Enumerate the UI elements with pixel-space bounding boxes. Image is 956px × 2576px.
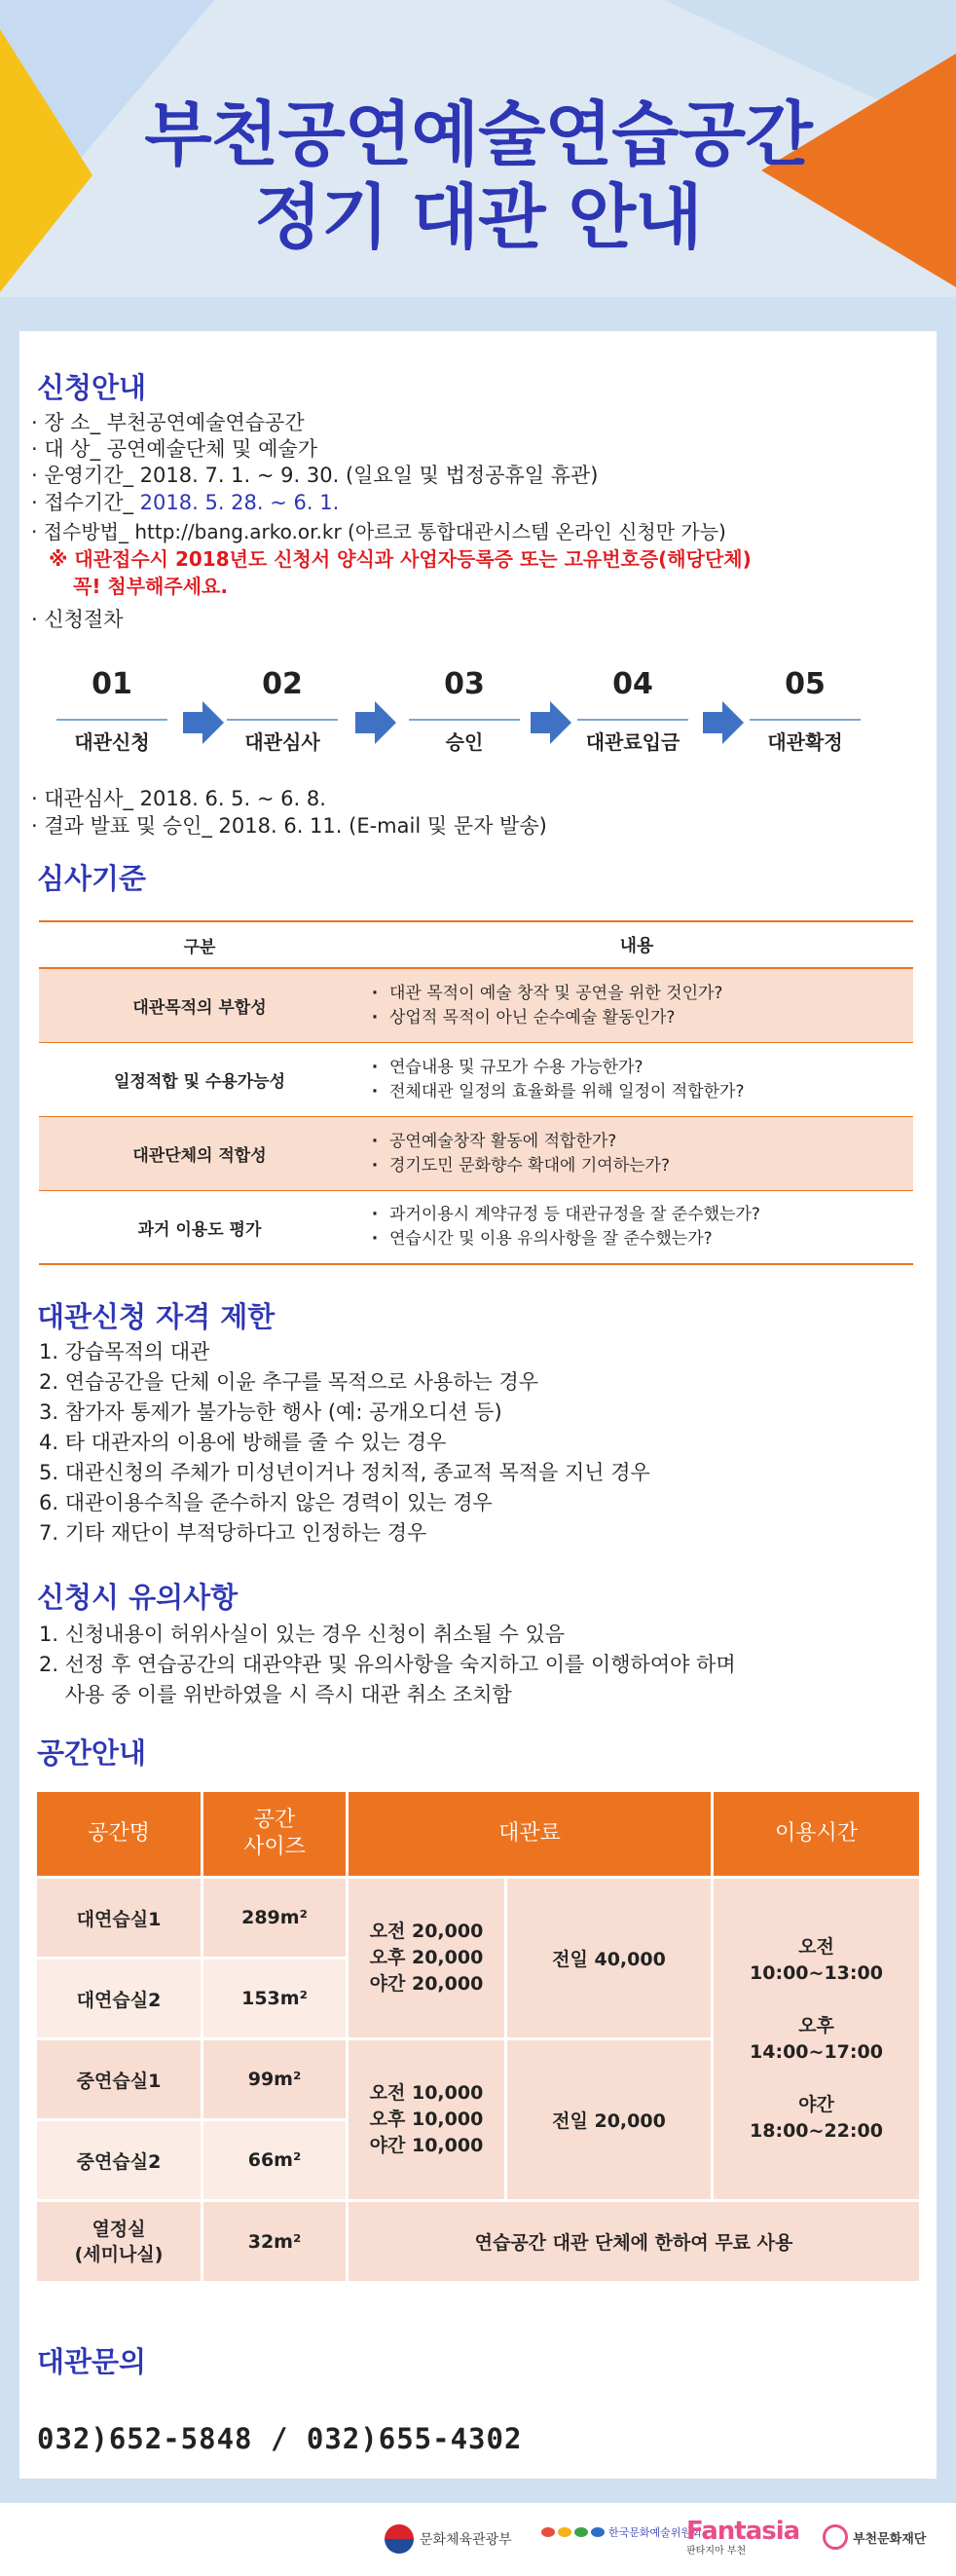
restrict-item: 1. 강습목적의 대관 xyxy=(39,1340,210,1363)
step-label: 대관신청 xyxy=(74,730,150,754)
restrict-item: 3. 참가자 통제가 불가능한 행사 (예: 공개오디션 등) xyxy=(39,1400,502,1424)
arrow-right-icon xyxy=(703,701,742,744)
free-use-note: 연습공간 대관 단체에 한하여 무료 사용 xyxy=(349,2202,919,2281)
fullday-medium: 전일 20,000 xyxy=(507,2040,711,2199)
criteria-category: 일정적합 및 수용가능성 xyxy=(113,1072,286,1092)
criteria-item: · 연습내용 및 규모가 수용 가능한가? xyxy=(360,1056,913,1080)
apply-target-line: · 대 상_ 공연예술단체 및 예술가 xyxy=(31,437,317,461)
criteria-item: · 과거이용시 계약규정 등 대관규정을 잘 준수했는가? xyxy=(360,1203,913,1227)
criteria-item: · 공연예술창작 활동에 적합한가? xyxy=(360,1130,913,1154)
room-name: 대연습실1 xyxy=(37,1879,201,1957)
criteria-table-header xyxy=(39,920,913,969)
step-label: 대관료입금 xyxy=(585,730,680,754)
step-number: 04 xyxy=(612,667,653,701)
taegeuk-icon xyxy=(385,2524,414,2554)
space-head-fee: 대관료 xyxy=(349,1792,711,1876)
contact-phone: 032)652-5848 / 032)655-4302 xyxy=(37,2422,523,2455)
apply-period-line: · 운영기간_ 2018. 7. 1. ~ 9. 30. (일요일 및 법정공휴일 휴관) xyxy=(31,464,599,487)
space-table xyxy=(37,1792,919,2281)
caution-item: 사용 중 이를 위반하였을 시 즉시 대관 취소 조치함 xyxy=(39,1683,512,1706)
criteria-head-content: 내용 xyxy=(619,936,654,956)
notice-line1: ※ 대관접수시 2018년도 신청서 양식과 사업자등록증 또는 고유번호증(해당단체) xyxy=(49,547,752,571)
arko-logo xyxy=(541,2524,702,2540)
step-1 xyxy=(49,667,175,755)
step-2 xyxy=(219,667,346,755)
space-head-size: 공간 사이즈 xyxy=(203,1792,346,1876)
content-panel xyxy=(19,331,937,2479)
step-5 xyxy=(742,667,868,755)
contact-section-title: 대관문의 xyxy=(37,2345,147,2378)
apply-section-title: 신청안내 xyxy=(37,371,147,404)
fee-medium: 오전 10,000 오후 10,000 야간 10,000 xyxy=(349,2040,504,2199)
header-banner xyxy=(0,0,956,297)
restrict-section-title: 대관신청 자격 제한 xyxy=(37,1300,276,1333)
room-size: 66m² xyxy=(203,2121,346,2199)
space-head-name: 공간명 xyxy=(37,1792,201,1876)
review-period-line: · 대관심사_ 2018. 6. 5. ~ 6. 8. xyxy=(31,787,326,810)
bcf-circle-icon xyxy=(823,2524,848,2550)
fullday-large: 전일 40,000 xyxy=(507,1879,711,2037)
caution-item: 2. 선정 후 연습공간의 대관약관 및 유의사항을 숙지하고 이를 이행하여야 하며 xyxy=(39,1653,736,1676)
criteria-item: · 연습시간 및 이용 유의사항을 잘 준수했는가? xyxy=(360,1227,913,1251)
criteria-category: 대관목적의 부합성 xyxy=(132,998,267,1018)
criteria-table xyxy=(39,920,913,1265)
room-name: 대연습실2 xyxy=(37,1960,201,2037)
fee-large: 오전 20,000 오후 20,000 야간 20,000 xyxy=(349,1879,504,2037)
criteria-row xyxy=(39,1043,913,1117)
step-label: 승인 xyxy=(445,730,484,754)
step-number: 02 xyxy=(262,667,303,701)
arrow-right-icon xyxy=(531,701,570,744)
logo-text: 부천문화재단 xyxy=(853,2531,927,2547)
criteria-row xyxy=(39,1117,913,1191)
fantasia-logo xyxy=(686,2517,799,2557)
apply-receipt-line xyxy=(31,487,339,516)
caution-section-title: 신청시 유의사항 xyxy=(37,1581,239,1614)
notice-line2: 꼭! 첨부해주세요. xyxy=(73,575,228,598)
room-name: 중연습실1 xyxy=(37,2040,201,2118)
room-name: 중연습실2 xyxy=(37,2121,201,2199)
arko-dots-icon xyxy=(541,2527,605,2537)
room-size: 153m² xyxy=(203,1960,346,2037)
step-3 xyxy=(401,667,528,755)
criteria-head-category: 구분 xyxy=(183,937,216,957)
procedure-label: · 신청절차 xyxy=(31,608,124,631)
footer xyxy=(0,2503,956,2576)
step-label: 대관심사 xyxy=(244,730,320,754)
logo-subtext: 판타지아 부천 xyxy=(686,2546,747,2557)
page-title-line2: 정기 대관 안내 xyxy=(254,176,702,258)
mcst-logo xyxy=(385,2524,512,2554)
space-section-title: 공간안내 xyxy=(37,1736,147,1770)
criteria-item: · 상업적 목적이 아닌 순수예술 활동인가? xyxy=(360,1006,913,1030)
room-size: 289m² xyxy=(203,1879,346,1957)
logo-text: 문화체육관광부 xyxy=(420,2532,512,2548)
step-number: 05 xyxy=(785,667,826,701)
caution-item: 1. 신청내용이 허위사실이 있는 경우 신청이 취소될 수 있음 xyxy=(39,1623,566,1646)
step-4 xyxy=(570,667,696,755)
step-label: 대관확정 xyxy=(767,730,843,754)
arrow-right-icon xyxy=(183,701,222,744)
criteria-category: 대관단체의 적합성 xyxy=(132,1146,267,1166)
space-head-time: 이용시간 xyxy=(714,1792,919,1876)
restrict-item: 7. 기타 재단이 부적당하다고 인정하는 경우 xyxy=(39,1521,427,1545)
logo-text: 한국문화예술위원회 xyxy=(608,2526,702,2539)
result-line: · 결과 발표 및 승인_ 2018. 6. 11. (E-mail 및 문자 발송) xyxy=(31,814,547,838)
criteria-row xyxy=(39,1191,913,1265)
step-number: 03 xyxy=(444,667,485,701)
room-name: 열정실 (세미나실) xyxy=(37,2202,201,2281)
restrict-item: 5. 대관신청의 주체가 미성년이거나 정치적, 종교적 목적을 지닌 경우 xyxy=(39,1461,650,1484)
logo-text: Fantasia xyxy=(686,2517,800,2546)
receipt-period: 2018. 5. 28. ~ 6. 1. xyxy=(139,491,340,514)
arrow-right-icon xyxy=(355,701,394,744)
apply-method-line: · 접수방법_ http://bang.arko.or.kr (아르코 통합대관시스템 온라인 신청만 가능) xyxy=(31,520,726,543)
room-size: 99m² xyxy=(203,2040,346,2118)
bcf-logo xyxy=(823,2524,926,2550)
usage-hours: 오전 10:00~13:00 오후 14:00~17:00 야간 18:00~22:00 xyxy=(714,1879,919,2199)
apply-place-line: · 장 소_ 부천공연예술연습공간 xyxy=(31,411,305,434)
criteria-row xyxy=(39,969,913,1043)
receipt-prefix: · 접수기간_ xyxy=(31,491,140,514)
restrict-item: 2. 연습공간을 단체 이윤 추구를 목적으로 사용하는 경우 xyxy=(39,1370,539,1394)
restrict-item: 6. 대관이용수칙을 준수하지 않은 경력이 있는 경우 xyxy=(39,1491,493,1514)
step-number: 01 xyxy=(92,667,132,701)
room-size: 32m² xyxy=(203,2202,346,2281)
criteria-category: 과거 이용도 평가 xyxy=(137,1219,262,1240)
criteria-section-title: 심사기준 xyxy=(37,862,147,895)
page-title-line1: 부천공연예술연습공간 xyxy=(144,93,812,175)
criteria-item: · 대관 목적이 예술 창작 및 공연을 위한 것인가? xyxy=(360,982,913,1006)
criteria-item: · 경기도민 문화향수 확대에 기여하는가? xyxy=(360,1154,913,1178)
restrict-item: 4. 타 대관자의 이용에 방해를 줄 수 있는 경우 xyxy=(39,1431,447,1454)
criteria-item: · 전체대관 일정의 효율화를 위해 일정이 적합한가? xyxy=(360,1080,913,1104)
